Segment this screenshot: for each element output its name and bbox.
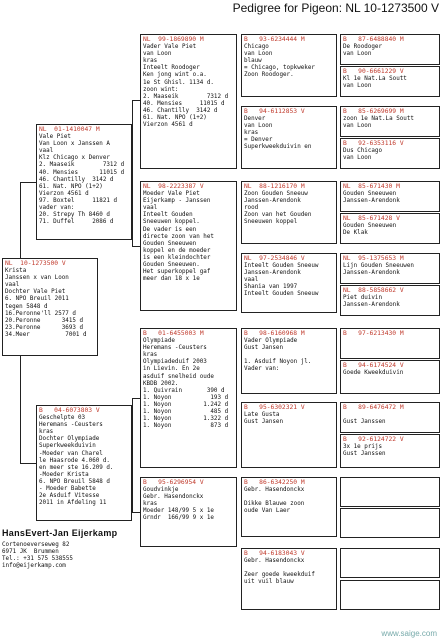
detail-line: 6971 JK Brummen <box>2 549 59 556</box>
detail-line: Denver <box>244 116 266 123</box>
detail-line: kras <box>143 352 158 359</box>
connector-line <box>132 246 140 247</box>
detail-line: Ken jong wint o.a. <box>143 72 207 79</box>
detail-line: Sneeuwen koppel <box>244 219 298 226</box>
detail-line: Vader van: <box>244 366 280 373</box>
ring-number: NL 85-671428 V <box>343 215 400 222</box>
detail-line: vaal <box>5 282 20 289</box>
subject-pigeon-card <box>2 258 98 356</box>
detail-line: van Loon <box>244 51 273 58</box>
gen4-card-8 <box>340 328 440 359</box>
detail-line: Gebr. Hasendonckx <box>244 487 305 494</box>
connector-line <box>20 356 21 463</box>
watermark: www.saige.com <box>381 629 437 638</box>
detail-line: Moeder 148/99 5 x 1e <box>143 508 214 515</box>
connector-line <box>132 398 140 399</box>
detail-line: 40. Mensies 11015 d <box>143 100 225 107</box>
detail-line: Dochter Olympiade <box>39 436 100 443</box>
detail-line: Olympiadeduif 2003 <box>143 359 207 366</box>
detail-line: Dochter Vale Piet <box>5 289 66 296</box>
detail-line: kras <box>244 130 259 137</box>
detail-line: Gust Janssen <box>343 419 386 426</box>
detail-line: Vierzon 4561 d <box>143 121 193 128</box>
pigeon-details <box>244 558 334 586</box>
detail-line: -Moeder Krista <box>39 471 89 478</box>
dam-card <box>36 405 132 521</box>
gen3-card-0 <box>241 34 337 97</box>
ring-number: B 89-6476472 M <box>343 404 404 411</box>
pigeon-details <box>244 191 334 226</box>
detail-line: Late Gusta <box>244 412 280 419</box>
pigeon-details <box>343 148 437 162</box>
ring-number: B 95-6296954 V <box>143 479 204 486</box>
detail-line: = Denver <box>244 137 273 144</box>
detail-line: zoon 1e Nat.La Soutt <box>343 116 414 123</box>
detail-line: blauw <box>244 58 262 65</box>
detail-line: 34.Meer 7001 d <box>5 331 87 338</box>
gen4-card-14 <box>340 548 440 578</box>
detail-line: vader van: <box>39 204 75 211</box>
detail-line: van Loon <box>343 51 372 58</box>
pigeon-details <box>39 415 129 507</box>
pigeon-details <box>244 487 334 515</box>
detail-line: kras <box>39 429 54 436</box>
detail-line: van Loon <box>343 123 372 130</box>
detail-line: De Roodoger <box>343 44 383 51</box>
detail-line: Inteelt Gouden Sneeuw <box>244 291 319 298</box>
detail-line: kras <box>143 501 158 508</box>
detail-line: 1. Noyon 1.322 d <box>143 415 229 422</box>
detail-line: Cortenoeverseweg 82 <box>2 542 70 548</box>
sire-sire-card <box>140 34 237 169</box>
detail-line: Vader Olympiade <box>244 338 298 345</box>
gen4-card-2 <box>340 106 440 137</box>
detail-line: Zoon van het Gouden <box>244 212 312 219</box>
ring-number: NL 97-2534846 V <box>244 255 305 262</box>
detail-line: Goudvinkje <box>143 487 179 494</box>
pigeon-details <box>343 44 437 58</box>
gen3-card-3 <box>241 253 337 313</box>
detail-line: Vierzon 4561 d <box>39 190 89 197</box>
detail-line: Geschelpte 03 <box>39 415 86 422</box>
detail-line: rood <box>244 205 259 212</box>
pigeon-details <box>244 412 334 426</box>
gen4-card-6 <box>340 253 440 284</box>
sire-card <box>36 124 132 240</box>
detail-line: Goede Kweekduivin <box>343 370 404 377</box>
detail-line: 1. Asduif Noyon jl. <box>244 359 312 366</box>
detail-line: Van Loon x Janssen A <box>39 141 110 148</box>
ring-number: B 94-6112853 V <box>244 108 305 115</box>
pigeon-details <box>343 263 437 277</box>
pigeon-details <box>244 263 334 298</box>
ring-number: B 95-6302321 V <box>244 404 305 411</box>
gen3-card-1 <box>241 106 337 169</box>
detail-line: -Moeder van Charel <box>39 450 103 457</box>
detail-line: vaal <box>143 205 158 212</box>
detail-line: De Klak <box>343 230 368 237</box>
detail-line: vaal <box>244 277 259 284</box>
detail-line: info@eijerkamp.com <box>2 563 66 570</box>
pigeon-details <box>143 487 234 522</box>
detail-line: 6. NPO Breuil 2011 <box>5 296 69 303</box>
gen4-card-3 <box>340 138 440 169</box>
ring-number: NL 95-1375653 M <box>343 255 404 262</box>
detail-line <box>244 352 334 359</box>
detail-line: 1. Noyon 485 d <box>143 408 229 415</box>
detail-line: Superkweekduivin <box>39 443 96 450</box>
ring-number: B 85-6269699 M <box>343 108 404 115</box>
sire-dam-card <box>140 181 237 311</box>
ring-number: NL 88-5858662 V <box>343 287 404 294</box>
detail-line: 23.Peronne 3693 d <box>5 324 84 331</box>
detail-line: 1. Noyon 193 d <box>143 394 229 401</box>
connector-line <box>132 398 133 512</box>
ring-number: B 04-6073803 V <box>39 407 100 414</box>
pigeon-details <box>5 268 95 338</box>
detail-line: Lijn Gouden Sneeuwen <box>343 263 414 270</box>
gen4-card-9 <box>340 360 440 394</box>
gen4-card-4 <box>340 181 440 212</box>
ring-number: B 97-6213430 M <box>343 330 404 337</box>
detail-line: Superkweekduivin en <box>244 144 312 151</box>
detail-line: 16.Peronne'll 2577 d <box>5 310 76 317</box>
detail-line: Gebr. Hasendonckx <box>143 494 204 501</box>
detail-line: Janssen-Arendonk <box>244 198 301 205</box>
detail-line: Inteelt Gouden Sneeuw <box>244 263 319 270</box>
detail-line: Eijerkamp - Janssen <box>143 198 211 205</box>
connector-line <box>132 100 133 246</box>
detail-line: Gouden Sneeuwen <box>343 223 397 230</box>
detail-line: 46. Chantilly 3142 d <box>143 107 218 114</box>
detail-line: Grndr 166/99 9 x 1e <box>143 515 214 522</box>
gen4-card-13 <box>340 508 440 538</box>
ring-number: B 92-6124722 V <box>343 436 404 443</box>
detail-line: 40. Mensies 11015 d <box>39 169 125 176</box>
detail-line: oude Van Laer <box>244 508 291 515</box>
detail-line: meer dan 18 x 1e <box>143 275 200 282</box>
gen4-card-7 <box>340 285 440 316</box>
detail-line: Het superkoppel gaf <box>143 268 211 275</box>
detail-line: kras <box>143 58 158 65</box>
detail-line: Janssen x van Loon <box>5 275 69 282</box>
detail-line: Heremans -Ceusters <box>39 422 103 429</box>
pigeon-details <box>244 44 334 79</box>
detail-line: Zoon Roodoger. <box>244 72 294 79</box>
detail-line: Klz Chicago x Denver <box>39 155 110 162</box>
page-title: Pedigree for Pigeon: NL 10-1273500 V <box>232 1 439 15</box>
ring-number: B 92-6353116 V <box>343 140 404 147</box>
detail-line: 61. Nat. NPO (1+2) <box>39 183 103 190</box>
detail-line: Heremans -Ceusters <box>143 345 207 352</box>
pigeon-details <box>343 191 437 205</box>
gen3-card-2 <box>241 181 337 244</box>
ring-number: B 01-6455003 M <box>143 330 204 337</box>
ring-number: NL 10-1273500 V <box>5 260 66 267</box>
detail-line: Gouden Sneeuwen <box>343 191 397 198</box>
pigeon-details <box>143 44 234 129</box>
detail-line: 2. Maaseik 7312 d <box>143 93 229 100</box>
ring-number: B 87-6488840 M <box>343 36 404 43</box>
detail-line: Dus Chicago <box>343 148 383 155</box>
connector-line <box>20 182 21 258</box>
connector-line <box>20 463 36 464</box>
detail-line: Janssen-Arendonk <box>343 270 400 277</box>
detail-line <box>244 565 334 572</box>
detail-line <box>343 412 437 419</box>
detail-line: 61. Nat. NPO (1+2) <box>143 114 207 121</box>
detail-line: Vader Vale Piet <box>143 44 197 51</box>
detail-line: 46. Chantilly 3142 d <box>39 176 114 183</box>
detail-line: Gouden Sneeuwen <box>143 240 197 247</box>
detail-line: Inteelt Roodoger <box>143 65 200 72</box>
detail-line: zoon wint: <box>143 86 179 93</box>
detail-line: Dikke Blauwe zoon <box>244 501 305 508</box>
connector-line <box>20 182 36 183</box>
pigeon-details <box>343 338 437 345</box>
detail-line: De vader is een <box>143 226 197 233</box>
detail-line: le Haasrode 4.060 d. <box>39 457 110 464</box>
detail-line: 2011 in Afdeling 11 <box>39 499 107 506</box>
dam-sire-card <box>140 328 237 468</box>
pigeon-details <box>343 223 437 237</box>
gen4-card-11 <box>340 434 440 468</box>
pigeon-details <box>143 191 234 283</box>
ring-number: NL 01-1410047 M <box>39 126 100 133</box>
detail-line: 2e Asduif Vitesse <box>39 492 100 499</box>
gen4-card-12 <box>340 477 440 507</box>
detail-line: van Loon <box>244 123 273 130</box>
detail-line: 1e St Ghisl. 1134 d. <box>143 79 214 86</box>
ring-number: B 94-6183043 V <box>244 550 305 557</box>
detail-line: = Chicago, topkweker <box>244 65 315 72</box>
detail-line: Zeer goede kweekduif <box>244 572 315 579</box>
detail-line: Olympiade <box>143 338 175 345</box>
pigeon-details <box>343 444 437 458</box>
ring-number: B 90-6661229 V <box>343 68 404 75</box>
detail-line: Krista <box>5 268 27 275</box>
detail-line: Chicago <box>244 44 269 51</box>
breeder-info <box>2 528 117 570</box>
pigeon-details <box>39 134 129 226</box>
detail-line: Janssen-Arendonk <box>343 198 400 205</box>
detail-line: Moeder Vale Piet <box>143 191 200 198</box>
detail-line: directe zoon van het <box>143 233 214 240</box>
pigeon-details <box>343 370 437 377</box>
detail-line: Shania van 1997 <box>244 284 298 291</box>
detail-line: Tel.: +31 575 538555 <box>2 556 73 563</box>
detail-line: van Loon <box>143 51 172 58</box>
detail-line: Inteelt Gouden <box>143 212 193 219</box>
gen3-card-7 <box>241 548 337 610</box>
gen3-card-4 <box>241 328 337 394</box>
ring-number: B 94-6174524 V <box>343 362 404 369</box>
detail-line: koppel en de moeder <box>143 247 211 254</box>
detail-line: Sneeuwen koppel. <box>143 219 200 226</box>
detail-line: vaal <box>39 148 54 155</box>
detail-line: Gust Jansen <box>244 345 284 352</box>
detail-line: 1. Noyon 873 d <box>143 422 229 429</box>
detail-line: in Lievin. En 2e <box>143 366 200 373</box>
detail-line: 6. NPO Breuil 5848 d <box>39 478 110 485</box>
detail-line: Janssen-Arendonk <box>343 302 400 309</box>
detail-line: 3x 1e prijs <box>343 444 383 451</box>
pigeon-details <box>143 338 234 430</box>
ring-number: B 98-6160968 M <box>244 330 305 337</box>
gen4-card-15 <box>340 580 440 610</box>
detail-line: KBDB 2002. <box>143 380 179 387</box>
detail-line <box>244 494 334 501</box>
dam-dam-card <box>140 477 237 547</box>
gen4-card-0 <box>340 34 440 65</box>
pigeon-details <box>343 412 437 426</box>
ring-number: NL 85-671430 M <box>343 183 400 190</box>
detail-line: 20.Peronne 3415 d <box>5 317 84 324</box>
detail-line: en meer ste 16.209 d. <box>39 464 114 471</box>
detail-line: 97. Boxtel 11821 d <box>39 197 118 204</box>
ring-number: B 86-6342250 M <box>244 479 305 486</box>
breeder-address <box>2 542 117 570</box>
ring-number: NL 88-1216170 M <box>244 183 305 190</box>
detail-line: Piet duivin <box>343 295 383 302</box>
detail-line: 1. Quivrain 390 d <box>143 387 225 394</box>
ring-number: NL 99-1869890 M <box>143 36 204 43</box>
gen3-card-6 <box>241 477 337 537</box>
detail-line: 71. Duffel 2086 d <box>39 218 114 225</box>
pigeon-details <box>343 76 437 90</box>
pigeon-details <box>343 295 437 309</box>
ring-number: NL 98-2223387 V <box>143 183 204 190</box>
detail-line: Kl 1e Nat.La Soutt <box>343 76 407 83</box>
pigeon-details <box>244 116 334 151</box>
gen4-card-1 <box>340 66 440 97</box>
detail-line: uit vuil blauw <box>244 579 294 586</box>
gen3-card-5 <box>241 402 337 468</box>
breeder-name: HansEvert-Jan Eijerkamp <box>2 528 118 538</box>
detail-line: van Loon <box>343 83 372 90</box>
gen4-card-10 <box>340 402 440 433</box>
detail-line: tegen 5848 d <box>5 303 48 310</box>
detail-line: Gust Jansen <box>244 419 284 426</box>
detail-line: Gebr. Hasendonckx <box>244 558 305 565</box>
detail-line: Gouden Sneeuwen. <box>143 261 200 268</box>
detail-line: Gust Janssen <box>343 451 386 458</box>
pigeon-details <box>343 116 437 130</box>
connector-line <box>132 100 140 101</box>
detail-line <box>343 338 437 345</box>
detail-line: 2. Maaseik 7312 d <box>39 162 125 169</box>
detail-line: Vale Piet <box>39 134 71 141</box>
detail-line: asduif snelheid oude <box>143 373 214 380</box>
detail-line: Janssen-Arendonk <box>244 270 301 277</box>
detail-line: Zoon Gouden Sneeuw <box>244 191 308 198</box>
detail-line: 20. Strepy Th 8460 d <box>39 211 110 218</box>
ring-number: B 93-6234444 M <box>244 36 305 43</box>
detail-line: - Moeder Babette <box>39 485 96 492</box>
connector-line <box>132 512 140 513</box>
detail-line: is een kleindochter <box>143 254 211 261</box>
gen4-card-5 <box>340 213 440 244</box>
detail-line: van Loon <box>343 155 372 162</box>
detail-line: 1. Noyon 1.242 d <box>143 401 229 408</box>
pigeon-details <box>244 338 334 373</box>
